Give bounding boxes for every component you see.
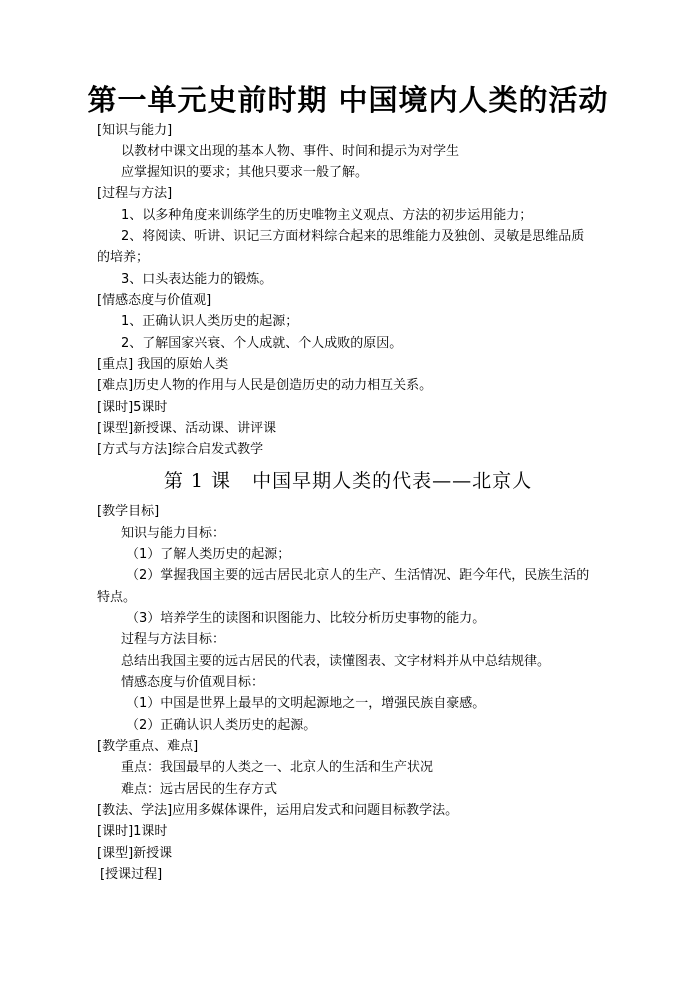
emotion-values-item-2: 2、了解国家兴衰、个人成就、个人成败的原因。: [121, 336, 403, 351]
emotion-values-item-1: 1、正确认识人类历史的起源；: [121, 314, 299, 329]
lesson-key-point: 重点：我国最早的人类之一、北京人的生活和生产状况: [121, 760, 434, 775]
unit-title: 第一单元史前时期 中国境内人类的活动: [87, 83, 609, 117]
emotion-values-heading: [情感态度与价值观]: [97, 293, 212, 308]
knowledge-ability-goals-heading: 知识与能力目标：: [121, 526, 226, 541]
process-method-goal-1: 总结出我国主要的远古居民的代表，读懂图表、文字材料并从中总结规律。: [121, 654, 551, 669]
key-point: [重点] 我国的原始人类: [97, 357, 229, 372]
difficult-point: [难点]历史人物的作用与人民是创造历史的动力相互关系。: [97, 378, 433, 393]
process-method-item-2: 2、将阅读、听讲、识记三方面材料综合起来的思维能力及独创、灵敏是思维品质: [121, 229, 585, 244]
teaching-learning-method: [教法、学法]应用多媒体课件，运用启发式和问题目标教学法。: [97, 803, 459, 818]
knowledge-ability-text-1: 以教材中课文出现的基本人物、事件、时间和提示为对学生: [121, 144, 460, 159]
knowledge-goal-1: （1）了解人类历史的起源；: [126, 547, 291, 562]
process-method-heading: [过程与方法]: [97, 186, 173, 201]
knowledge-ability-heading: [知识与能力]: [97, 123, 173, 138]
key-difficult-heading: [教学重点、难点]: [97, 739, 199, 754]
process-method-item-3: 3、口头表达能力的锻炼。: [121, 272, 273, 287]
knowledge-goal-2-cont: 特点。: [97, 590, 137, 605]
lesson-hours: [课时]1课时: [97, 824, 168, 839]
knowledge-goal-3: （3）培养学生的读图和识图能力、比较分析历史事物的能力。: [126, 611, 486, 626]
teaching-process-heading: [授课过程]: [100, 867, 163, 882]
emotion-values-goal-1: （1）中国是世界上最早的文明起源地之一，增强民族自豪感。: [126, 696, 486, 711]
process-method-item-1: 1、以多种角度来训练学生的历史唯物主义观点、方法的初步运用能力；: [121, 208, 533, 223]
process-method-goals-heading: 过程与方法目标：: [121, 632, 226, 647]
emotion-values-goal-2: （2）正确认识人类历史的起源。: [126, 718, 317, 733]
unit-methods: [方式与方法]综合启发式教学: [97, 442, 264, 457]
teaching-goals-heading: [教学目标]: [97, 504, 160, 519]
knowledge-goal-2: （2）掌握我国主要的远古居民北京人的生产、生活情况、距今年代，民族生活的: [126, 568, 590, 583]
unit-hours: [课时]5课时: [97, 400, 168, 415]
lesson-title: 第 1 课 中国早期人类的代表——北京人: [163, 470, 533, 492]
unit-lesson-types: [课型]新授课、活动课、讲评课: [97, 421, 277, 436]
lesson-type: [课型]新授课: [97, 846, 173, 861]
emotion-values-goals-heading: 情感态度与价值观目标：: [121, 675, 265, 690]
lesson-difficult-point: 难点：远古居民的生存方式: [121, 782, 278, 797]
process-method-item-2-cont: 的培养；: [97, 250, 150, 265]
knowledge-ability-text-2: 应掌握知识的要求；其他只要求一般了解。: [121, 165, 369, 180]
